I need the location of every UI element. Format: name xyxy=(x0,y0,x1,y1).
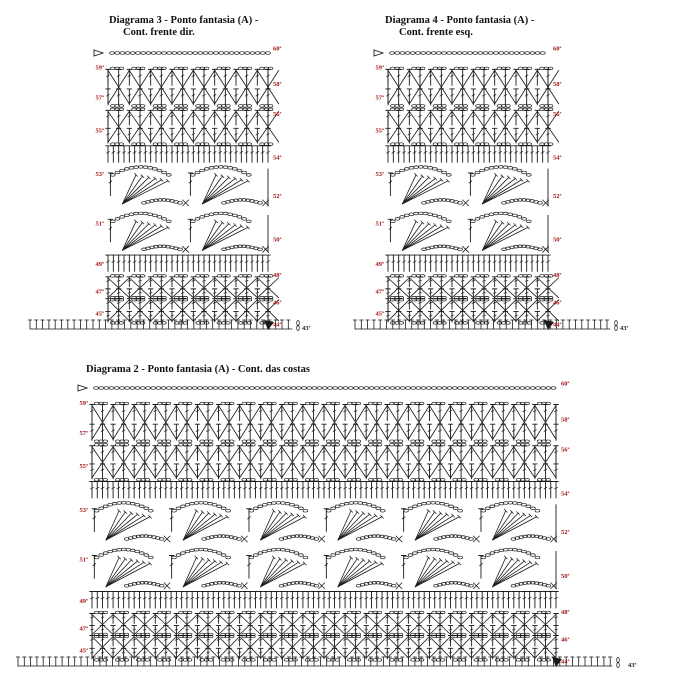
row-label-left: 55ª xyxy=(375,127,384,135)
turn-arrow-icon xyxy=(94,50,103,56)
dc-row-upper xyxy=(90,482,559,499)
dc-row-upper xyxy=(386,146,551,162)
row-label-left: 47ª xyxy=(79,625,88,633)
lower-lattice-b xyxy=(90,633,559,661)
row-label-left: 51ª xyxy=(79,556,88,564)
row-label-right: 60ª xyxy=(561,380,570,388)
dc-row-lower xyxy=(106,255,271,271)
row-label-right: 54ª xyxy=(553,154,562,162)
row-label-right: 44ª xyxy=(273,321,282,329)
row-label-left: 45ª xyxy=(95,310,104,318)
upper-lattice-b xyxy=(90,443,559,481)
diagram-4-title-line1: Diagrama 4 - Ponto fantasia (A) - xyxy=(385,15,535,26)
row-label-left: 57ª xyxy=(79,430,88,437)
row-label-left: 45ª xyxy=(375,310,384,318)
row-label-right: 58ª xyxy=(561,416,570,424)
upper-lattice-a xyxy=(386,67,559,107)
row-label-left: 47ª xyxy=(95,288,104,296)
fan-band-lower xyxy=(92,548,557,589)
row-label-left: 55ª xyxy=(95,127,104,135)
row-label-left: 53ª xyxy=(79,507,88,514)
row-label-right: 44ª xyxy=(561,658,570,666)
row-label-right: 56ª xyxy=(553,111,562,119)
row-label-right: 46ª xyxy=(273,299,282,307)
row-label-right: 46ª xyxy=(553,299,562,307)
row-label-left: 45ª xyxy=(79,647,88,655)
row-label-right: 44ª xyxy=(553,321,562,329)
upper-lattice-a xyxy=(106,67,279,107)
row-label-right: 46ª xyxy=(561,636,570,644)
turn-arrow-icon xyxy=(374,50,383,56)
lower-lattice-a xyxy=(90,611,559,638)
top-chain-row xyxy=(94,50,270,56)
row-label-left: 53ª xyxy=(375,171,384,179)
row-label-right: 48ª xyxy=(273,272,282,280)
row-label-right: 54ª xyxy=(273,154,282,162)
diagram-3-title-line2: Cont. frente dir. xyxy=(123,27,195,38)
top-chain-row xyxy=(78,385,556,391)
diagram-3-title-line1: Diagrama 3 - Ponto fantasia (A) - xyxy=(109,15,259,26)
diagram-4-title-line2: Cont. frente esq. xyxy=(399,27,473,38)
row-label-right: 52ª xyxy=(553,192,562,200)
row-label-right: 48ª xyxy=(561,608,570,616)
row-label-right: 58ª xyxy=(553,81,562,89)
row-label-right: 60ª xyxy=(553,45,562,53)
row-label-right: 50ª xyxy=(273,236,282,244)
row-label-right: 50ª xyxy=(561,573,570,580)
turn-arrow-icon xyxy=(78,385,87,391)
diagram-d4 xyxy=(353,46,628,332)
row-label-left: 47ª xyxy=(375,288,384,296)
row-label-left: 53ª xyxy=(95,171,104,179)
fan-band-upper xyxy=(92,501,557,542)
fan-band-lower xyxy=(388,212,548,252)
diagram-d3 xyxy=(28,46,310,332)
row-label-right: 54ª xyxy=(561,490,570,498)
diagram-d2 xyxy=(16,381,636,670)
row-label-left: 57ª xyxy=(95,94,104,102)
row-label-left: 51ª xyxy=(95,220,104,228)
dc-row-lower xyxy=(386,255,551,271)
row-label-right: 56ª xyxy=(273,111,282,119)
row-label-left: 59ª xyxy=(375,64,384,72)
row-label-left: 49ª xyxy=(375,261,384,269)
start-row-label: 43ª xyxy=(628,662,637,669)
diagram-2-title-line1: Diagrama 2 - Ponto fantasia (A) - Cont. das costas xyxy=(86,364,310,375)
fan-band-lower xyxy=(108,212,269,252)
upper-lattice-b xyxy=(386,108,559,145)
row-label-left: 49ª xyxy=(79,597,88,605)
row-label-left: 59ª xyxy=(95,64,104,72)
row-label-right: 50ª xyxy=(553,236,562,244)
start-row-label: 43ª xyxy=(302,325,311,332)
upper-lattice-a xyxy=(90,402,559,442)
row-label-left: 59ª xyxy=(79,399,88,407)
row-label-right: 52ª xyxy=(561,529,570,536)
row-label-right: 56ª xyxy=(561,446,570,454)
row-label-right: 52ª xyxy=(273,192,282,200)
dc-row-lower xyxy=(90,592,559,609)
row-label-left: 51ª xyxy=(375,220,384,228)
upper-lattice-b xyxy=(106,108,279,145)
start-row-label: 43ª xyxy=(620,325,629,332)
dc-row-upper xyxy=(106,146,271,162)
fan-band-upper xyxy=(108,166,269,206)
row-label-left: 49ª xyxy=(95,261,104,269)
top-chain-row xyxy=(374,50,545,56)
fan-band-upper xyxy=(388,166,548,206)
row-label-left: 55ª xyxy=(79,463,88,470)
row-label-left: 57ª xyxy=(375,94,384,102)
row-label-right: 58ª xyxy=(273,81,282,89)
row-label-right: 48ª xyxy=(553,272,562,280)
row-label-right: 60ª xyxy=(273,45,282,53)
